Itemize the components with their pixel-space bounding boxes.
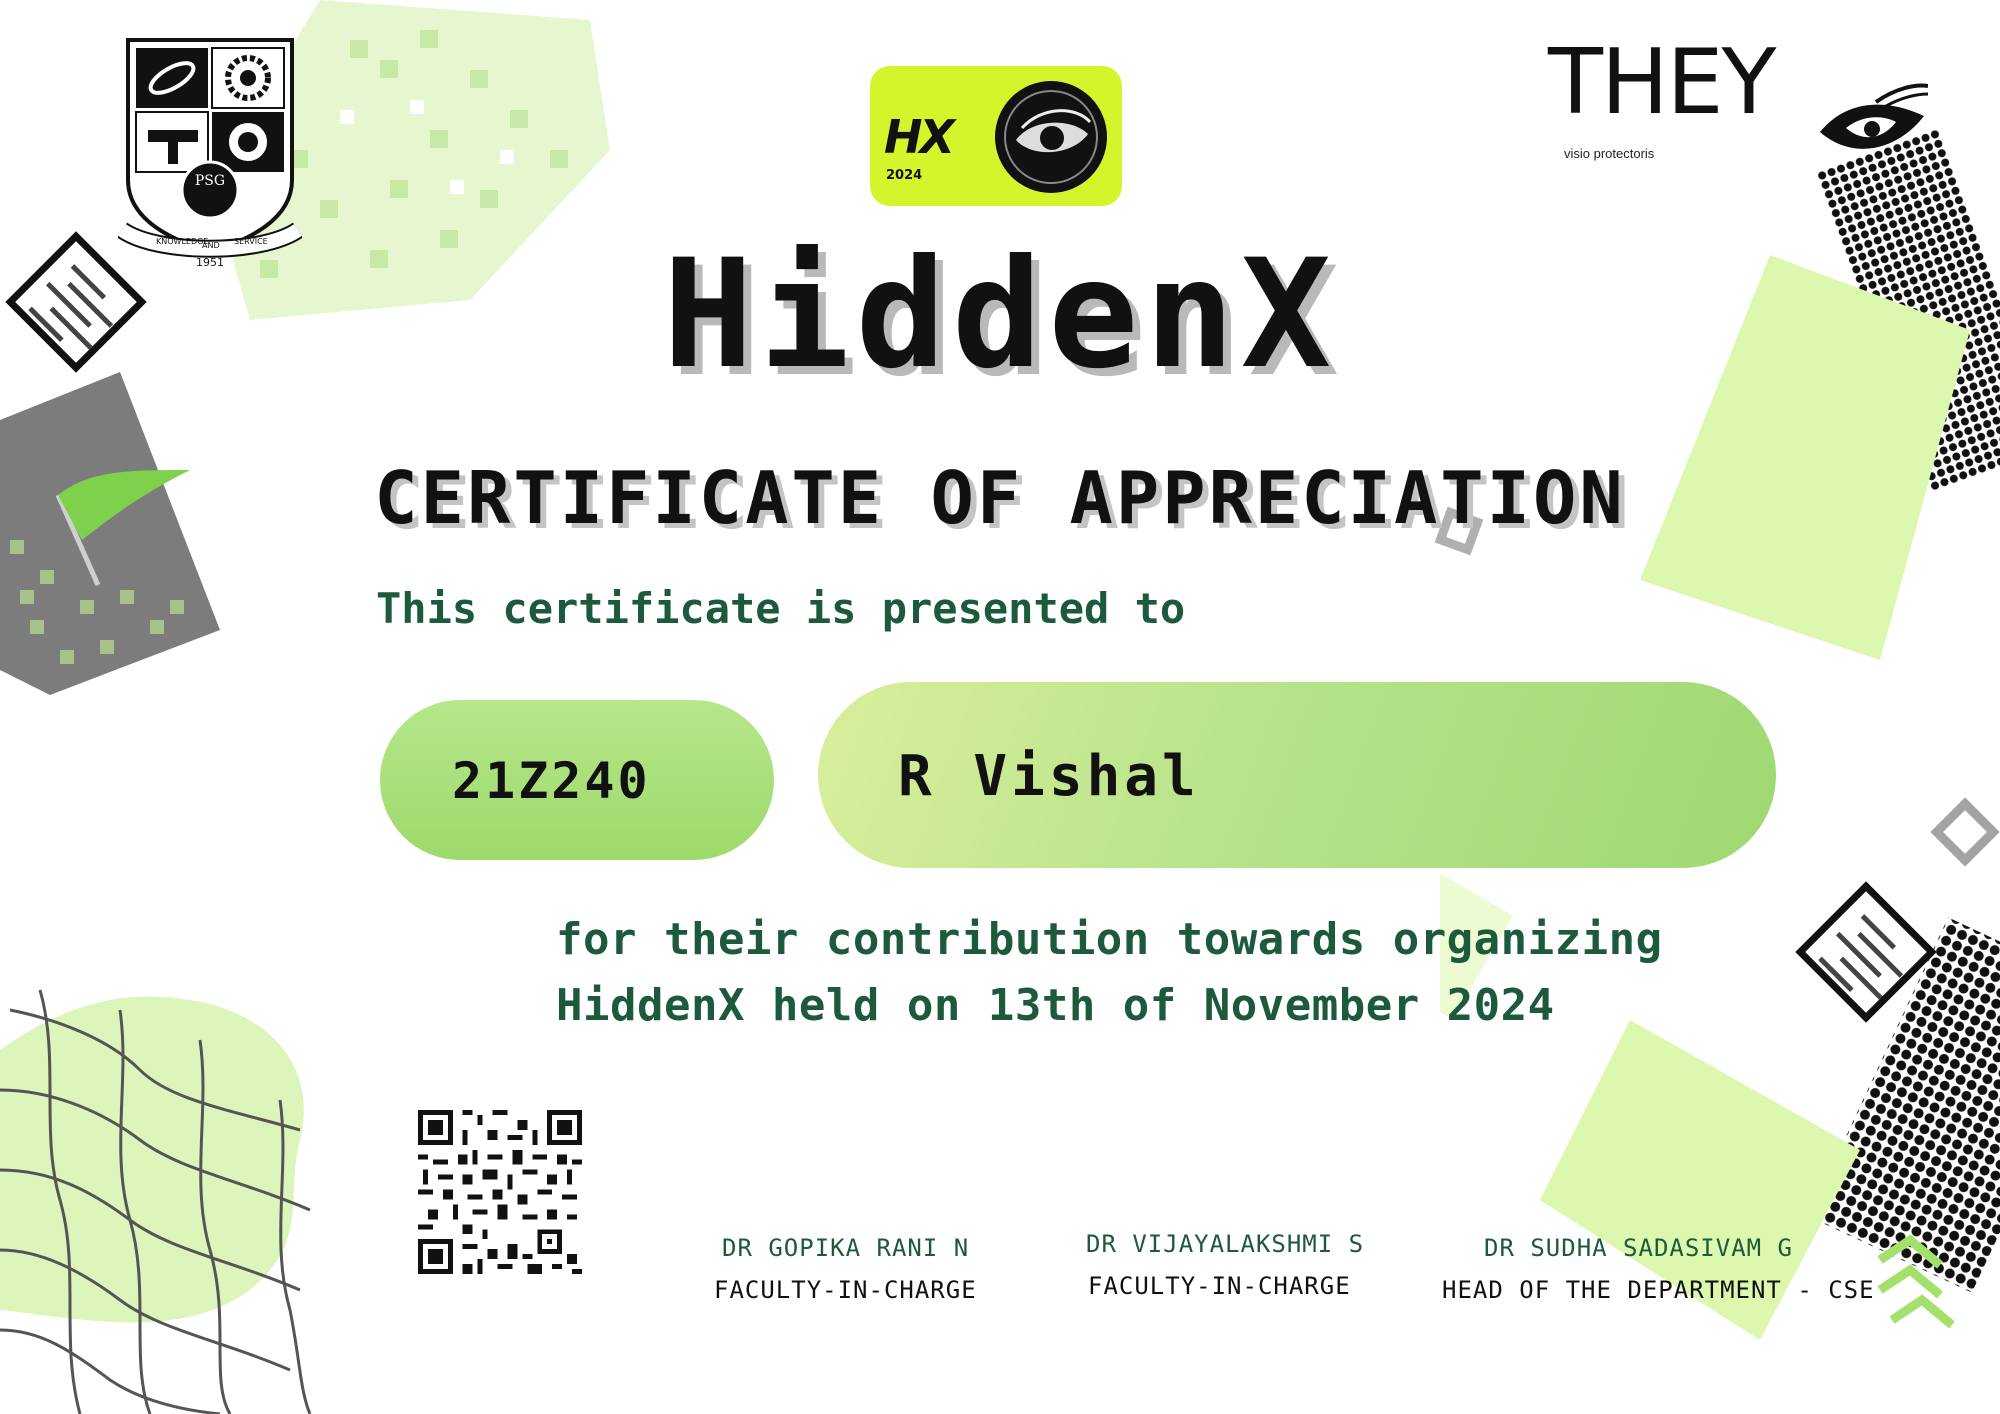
certificate-subtitle: CERTIFICATE OF APPRECIATION bbox=[374, 456, 1626, 540]
qr-code-icon bbox=[418, 1110, 582, 1274]
crest-motto-left: KNOWLEDGE bbox=[156, 237, 209, 246]
signatory-3-role: HEAD OF THE DEPARTMENT - CSE bbox=[1442, 1276, 1875, 1304]
contribution-line-1: for their contribution towards organizing bbox=[556, 914, 1663, 965]
recipient-id: 21Z240 bbox=[452, 752, 651, 810]
institution-crest bbox=[118, 30, 302, 270]
recipient-name-pill bbox=[818, 682, 1776, 868]
presented-to-text: This certificate is presented to bbox=[376, 584, 1186, 633]
eye-icon bbox=[1816, 82, 1928, 162]
signatory-1-name: DR GOPIKA RANI N bbox=[722, 1234, 970, 1262]
contribution-line-2: HiddenX held on 13th of November 2024 bbox=[556, 980, 1555, 1031]
flag-panel bbox=[0, 370, 230, 700]
club-tagline: visio protectoris bbox=[1564, 146, 1655, 161]
recipient-id-pill bbox=[380, 700, 774, 860]
signatory-1-role: FACULTY-IN-CHARGE bbox=[714, 1276, 977, 1304]
wire-mesh-decoration bbox=[0, 980, 440, 1414]
outline-square-right bbox=[1937, 804, 1994, 861]
crest-motto-mid: AND bbox=[202, 241, 220, 250]
crest-year: 1951 bbox=[196, 256, 224, 269]
crest-motto-right: SERVICE bbox=[234, 237, 268, 246]
crest-letters: PSG bbox=[194, 173, 226, 189]
hiddenx-badge-logo bbox=[870, 66, 1122, 206]
event-title: HiddenX bbox=[662, 228, 1338, 402]
signatory-2-name: DR VIJAYALAKSHMI S bbox=[1086, 1230, 1365, 1258]
signatory-3-name: DR SUDHA SADASIVAM G bbox=[1484, 1234, 1793, 1262]
eye-icon bbox=[992, 78, 1110, 196]
club-name: THEY bbox=[1548, 30, 1775, 135]
they-club-logo bbox=[1548, 30, 1928, 168]
badge-year: 2024 bbox=[886, 168, 923, 183]
signatory-2-role: FACULTY-IN-CHARGE bbox=[1088, 1272, 1351, 1300]
recipient-name: R Vishal bbox=[898, 744, 1200, 809]
badge-text: HX bbox=[884, 110, 952, 164]
